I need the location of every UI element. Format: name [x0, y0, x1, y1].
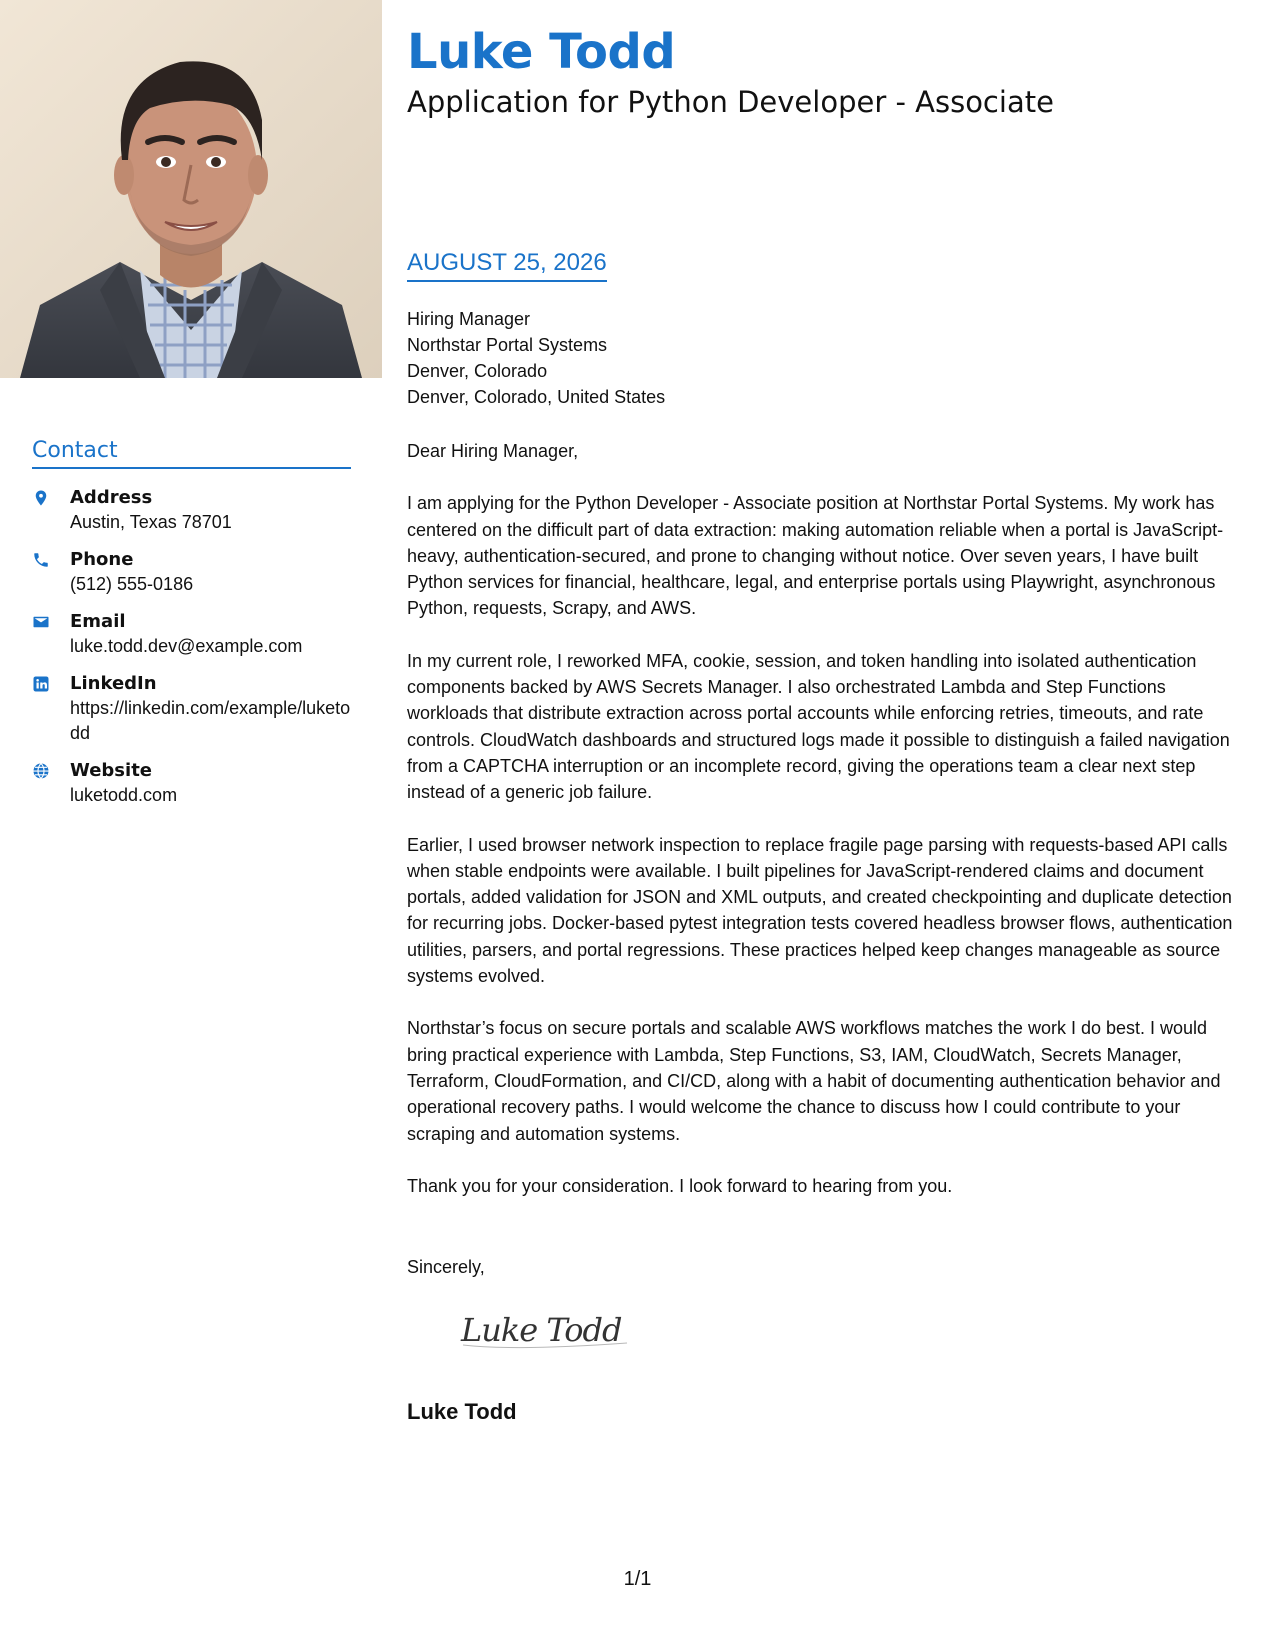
body-paragraph: Earlier, I used browser network inspection to replace fragile page parsing with requests-based API calls when stable endpoints were available. I built pipelines for JavaScript-rendered claims and document portals, added validation for JSON and XML outputs, and created checkpointing and duplicate detection for recurring jobs. Docker-based pytest integration tests covered headless browser flows, authentication utilities, parsers, and portal regressions. These practices helped keep changes manageable as source systems evolved.	[407, 834, 1233, 987]
body-paragraph: Northstar’s focus on secure portals and scalable AWS workflows matches the work I do best. I would bring practical experience with Lambda, Step Functions, S3, IAM, CloudWatch, Secrets Manager, Terraform, CloudFormation, and CI/CD, along with a habit of documenting authentication behavior and operational recovery paths. I would welcome the chance to discuss how I could contribute to your scraping and automation systems.	[407, 1018, 1221, 1144]
salutation: Dear Hiring Manager,	[407, 441, 579, 461]
contact-value: (512) 555-0186	[70, 574, 194, 594]
letter-body	[407, 438, 1247, 1225]
profile-photo	[0, 0, 382, 378]
contact-label: Website	[70, 760, 153, 781]
recipient-block	[407, 306, 665, 410]
body-paragraph: In my current role, I reworked MFA, cookie, session, and token handling into isolated authentication components backed by AWS Secrets Manager. I also orchestrated Lambda and Step Functions workloads that distribute extraction across portal accounts while enforcing retries, timeouts, and rate controls. CloudWatch dashboards and structured logs made it possible to distinguish a failed navigation from a CAPTCHA interruption or an incomplete record, giving the operations team a clear next step instead of a generic job failure.	[407, 650, 1230, 803]
applicant-name: Luke Todd	[407, 24, 676, 80]
linkedin-icon	[32, 671, 70, 746]
phone-icon	[32, 547, 70, 597]
body-paragraph: I am applying for the Python Developer - Associate position at Northstar Portal Systems. My work has centered on the difficult part of data extraction: making automation reliable when a portal is JavaScript-heavy, authentication-secured, and prone to changing without notice. Over seven years, I have built Python services for financial, healthcare, legal, and enterprise portals using Playwright, asynchronous Python, requests, Scrapy, and AWS.	[407, 493, 1224, 619]
closing: Sincerely,	[407, 1257, 485, 1277]
contact-value[interactable]: luketodd.com	[70, 785, 178, 805]
contact-section	[32, 437, 351, 820]
recipient-line: Denver, Colorado	[407, 361, 548, 381]
contact-value: Austin, Texas 78701	[70, 512, 232, 532]
signer-name: Luke Todd	[407, 1399, 517, 1424]
contact-list	[32, 485, 351, 808]
handwritten-signature	[457, 1305, 637, 1355]
contact-item-linkedin	[32, 671, 351, 746]
page-number: 1/1	[623, 1568, 652, 1590]
globe-icon	[32, 758, 70, 808]
contact-value[interactable]: luke.todd.dev@example.com	[70, 636, 303, 656]
contact-heading: Contact	[32, 437, 351, 469]
contact-item-phone	[32, 547, 351, 597]
contact-label: LinkedIn	[70, 673, 157, 694]
recipient-line: Hiring Manager	[407, 309, 531, 329]
body-paragraph: Thank you for your consideration. I look forward to hearing from you.	[407, 1175, 953, 1196]
contact-value[interactable]: https://linkedin.com/example/luketodd	[70, 698, 351, 743]
contact-item-website	[32, 758, 351, 808]
contact-item-email	[32, 609, 351, 659]
contact-label: Phone	[70, 549, 134, 570]
letter-date: AUGUST 25, 2026	[407, 248, 607, 282]
email-icon	[32, 609, 70, 659]
contact-label: Address	[70, 487, 153, 508]
contact-label: Email	[70, 611, 126, 632]
recipient-line: Northstar Portal Systems	[407, 335, 608, 355]
svg-text:Luke Todd: Luke Todd	[461, 1311, 622, 1349]
recipient-line: Denver, Colorado, United States	[407, 387, 666, 407]
application-headline: Application for Python Developer - Associate	[407, 85, 1054, 119]
contact-item-address	[32, 485, 351, 535]
portrait-photo	[0, 0, 382, 378]
location-pin-icon	[32, 485, 70, 535]
